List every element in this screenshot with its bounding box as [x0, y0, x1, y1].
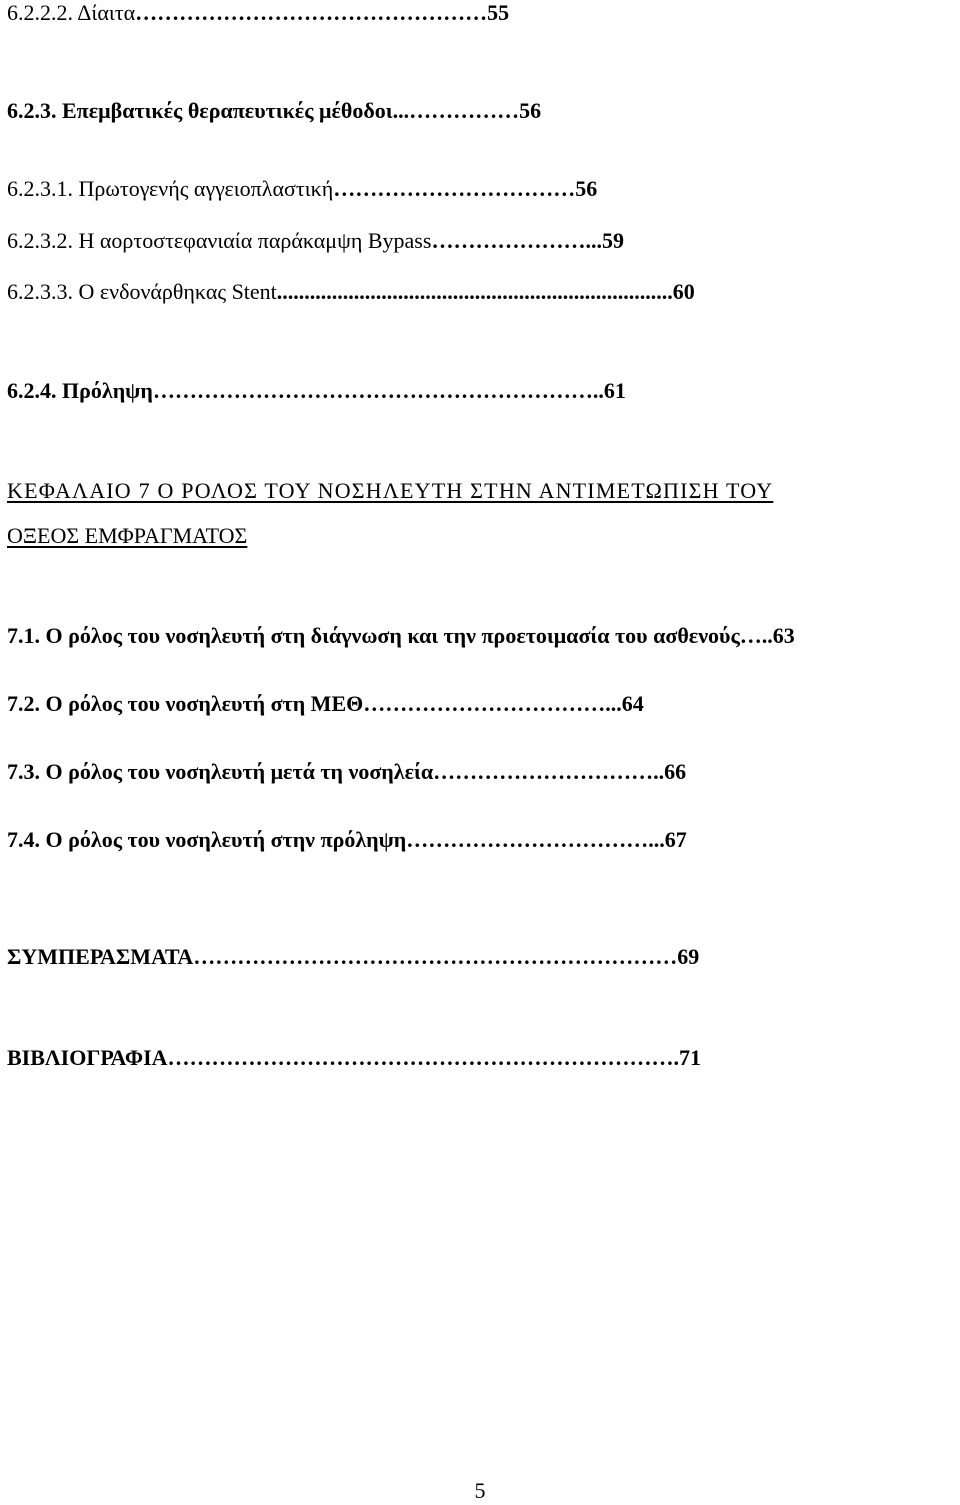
toc-entry-conclusions: ΣΥΜΠΕΡΑΣΜΑΤΑ…………………………………………………………69 — [7, 944, 700, 969]
toc-entry-7-3: 7.3. Ο ρόλος του νοσηλευτή μετά τη νοσηλεία…………………………..66 — [7, 759, 687, 784]
toc-entry-7-4: 7.4. Ο ρόλος του νοσηλευτή στην πρόληψη……………………………...67 — [7, 827, 687, 852]
toc-entry-6-2-3: 6.2.3. Επεμβατικές θεραπευτικές μέθοδοι...……………56 — [7, 98, 542, 123]
toc-entry-6-2-4: 6.2.4. Πρόληψη……………………………………………………..61 — [7, 378, 626, 403]
toc-entry-6-2-3-1: 6.2.3.1. Πρωτογενής αγγειοπλαστική……………………………56 — [7, 176, 598, 201]
toc-entry-6-2-3-2: 6.2.3.2. Η αορτοστεφανιαία παράκαμψη Bypass…………………...59 — [7, 228, 624, 253]
toc-entry-6-2-2-2: 6.2.2.2. Δίαιτα…………………………………………55 — [7, 0, 510, 25]
chapter-heading-line1: ΚΕΦΑΛΑΙΟ 7 Ο ΡΟΛΟΣ ΤΟΥ ΝΟΣΗΛΕΥΤΗ ΣΤΗΝ ΑΝΤΙΜΕΤΩΠΙΣΗ ΤΟΥ — [7, 478, 774, 503]
toc-entry-bibliography: ΒΙΒΛΙΟΓΡΑΦΙΑ…………………………………………………………….71 — [7, 1045, 702, 1070]
toc-entry-7-1: 7.1. Ο ρόλος του νοσηλευτή στη διάγνωση και την προετοιμασία του ασθενούς…..63 — [7, 623, 795, 648]
chapter-heading-line2: ΟΞΕΟΣ ΕΜΦΡΑΓΜΑΤΟΣ — [7, 523, 248, 548]
toc-entry-6-2-3-3: 6.2.3.3. Ο ενδονάρθηκας Stent........................................................................60 — [7, 279, 695, 304]
page-number: 5 — [474, 1478, 486, 1503]
toc-entry-7-2: 7.2. Ο ρόλος του νοσηλευτή στη ΜΕΘ……………………………...64 — [7, 691, 644, 716]
